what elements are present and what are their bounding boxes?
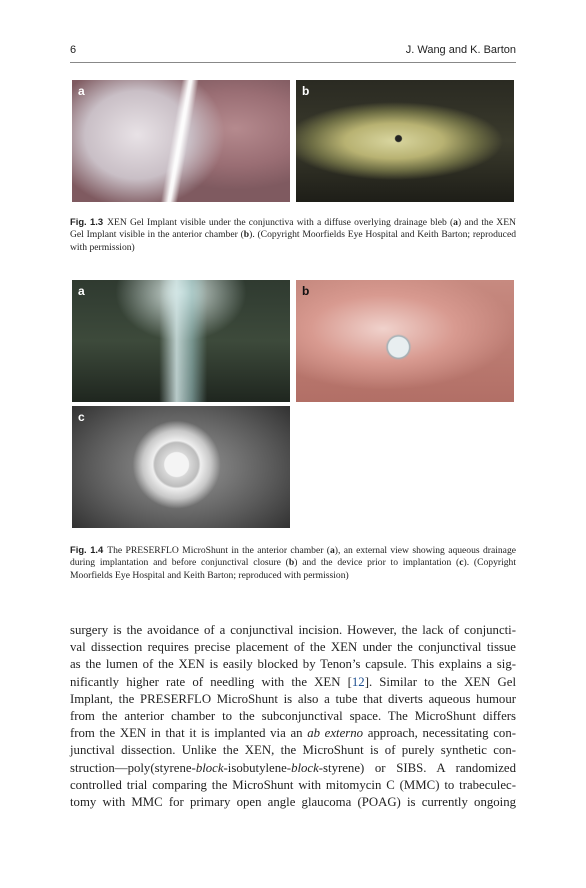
body-line: as the lumen of the XEN is easily blocked by Tenon’s capsule. This explains a sig- — [70, 657, 516, 672]
fig13-ref-b: b — [243, 229, 250, 241]
fig14-caption-text: ). (Copyright Moorfields Eye Hospital and Keith Barton; reproduced with permission) — [70, 557, 516, 581]
header-rule — [70, 62, 516, 63]
body-text-run: -isobutylene- — [223, 760, 292, 775]
fig14-ref-a: a — [329, 545, 335, 556]
body-line — [70, 725, 516, 742]
body-italic-run: ab externo — [307, 726, 364, 741]
fig14-panel-c-photo — [72, 406, 290, 528]
fig13-panel-b-photo — [296, 80, 514, 202]
fig14-ref-b: b — [288, 557, 295, 569]
body-paragraph — [70, 622, 516, 811]
body-line: Implant, the PRESERFLO MicroShunt is also a tube that diverts aqueous humour — [70, 691, 516, 706]
fig14-panel-b-photo — [296, 280, 514, 402]
body-text-run: -styrene) or SIBS. A randomized — [318, 760, 516, 775]
fig13-caption-text: XEN Gel Implant visible under the conjunctiva with a diffuse overlying drainage bleb ( — [107, 217, 454, 228]
body-italic-run: block — [291, 760, 319, 775]
page-number: 6 — [70, 44, 77, 56]
fig13-caption-text: ). (Copyright Moorfields Eye Hospital and Keith Barton; reproduced with permission) — [70, 229, 516, 253]
fig14-caption-text: ), an external view showing aqueous drainage during implantation and before conjunctival closure ( — [70, 545, 516, 569]
body-text-run: ]. Similar to the XEN Gel — [364, 674, 517, 689]
fig13-panel-a-label: a — [78, 84, 85, 98]
fig14-panel-a-photo — [72, 280, 290, 402]
running-header — [70, 44, 516, 60]
fig14-caption-text: ) and the device prior to implantation ( — [294, 557, 460, 569]
body-line: val dissection requires precise placement of the XEN under the conjunctival tissue — [70, 640, 516, 655]
citation-link-12[interactable]: 12 — [351, 674, 365, 689]
body-text-run: from the XEN in that it is implanted via an — [70, 726, 308, 741]
body-line — [70, 674, 516, 691]
fig14-caption — [70, 544, 516, 582]
fig14-panel-b-label: b — [302, 284, 310, 298]
body-text-run: approach, necessitating con- — [363, 726, 516, 741]
fig13-label: Fig. 1.3 — [70, 216, 104, 227]
fig13-ref-a: a — [453, 217, 458, 228]
running-header-authors: J. Wang and K. Barton — [405, 44, 516, 56]
body-line — [70, 760, 516, 777]
fig13-caption — [70, 216, 516, 254]
fig13-panel-a-photo — [72, 80, 290, 202]
body-line: controlled trial comparing the MicroShunt with mitomycin C (MMC) to trabeculec- — [70, 777, 516, 792]
fig14-caption-text: The PRESERFLO MicroShunt in the anterior chamber ( — [107, 545, 330, 556]
body-line: junctival dissection. Unlike the XEN, the MicroShunt is of purely synthetic con- — [70, 743, 516, 758]
fig13-caption-text: ) and the XEN Gel Implant visible in the anterior chamber ( — [70, 217, 516, 241]
fig14-panel-a-label: a — [78, 284, 85, 298]
fig14-label: Fig. 1.4 — [70, 544, 104, 555]
body-text-run: nificantly higher rate of needling with the XEN [ — [70, 674, 352, 689]
body-line: surgery is the avoidance of a conjunctival incision. However, the lack of conjuncti- — [70, 623, 516, 637]
fig14-ref-c: c — [459, 557, 464, 569]
fig13-panel-b-label: b — [302, 84, 310, 98]
body-line: from the anterior chamber to the subconjunctival space. The MicroShunt differs — [70, 709, 516, 724]
fig14-panel-c-label: c — [78, 410, 85, 424]
body-text-run: struction—poly(styrene- — [70, 760, 196, 775]
body-italic-run: block — [195, 760, 224, 775]
body-line: tomy with MMC for primary open angle glaucoma (POAG) is currently ongoing — [70, 795, 516, 810]
